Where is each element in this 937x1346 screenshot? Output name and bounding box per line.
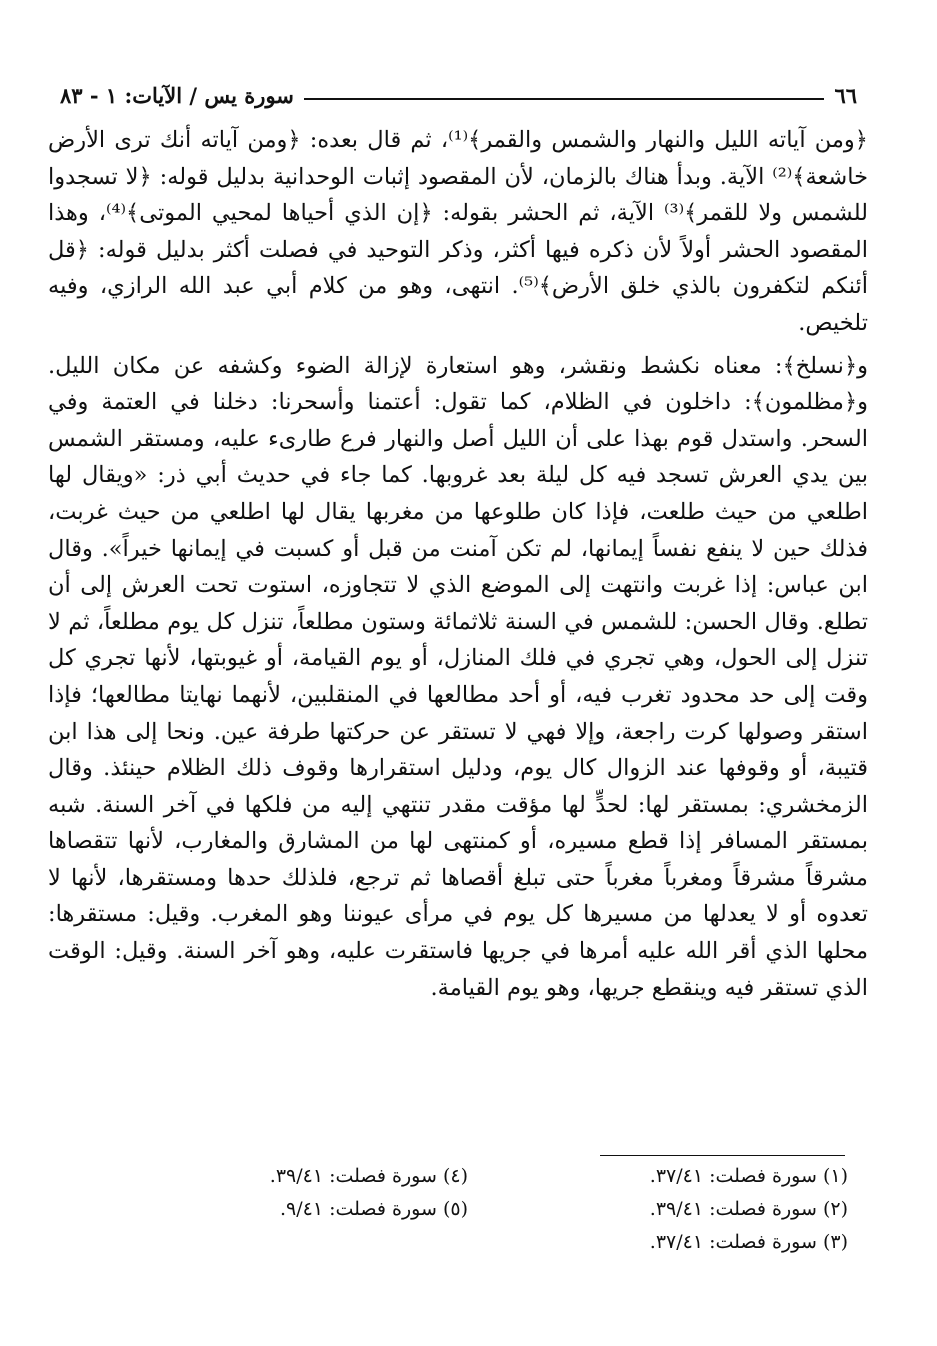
text-line: بين يدي العرش تسجد فيه كل ليلة بعد غروبها. كما جاء في حديث أبي ذر: «ويقال لها (48, 462, 868, 489)
footnote-3: (٣) سورة فصلت: ٣٧/٤١. (649, 1231, 848, 1253)
footnote-2: (٢) سورة فصلت: ٣٩/٤١. (649, 1198, 848, 1220)
text-line: ﴿ومن آياته الليل والنهار والشمس والقمر﴾⁽¹⁾، ثم قال بعده: ﴿ومن آياته أنك ترى الأرض (48, 127, 868, 153)
main-text (48, 122, 868, 1006)
text-line: اطلعي من حيث طلعت، فإذا كان طلوعها من مغربها يقال لها اطلعي من حيث غربت، (48, 498, 868, 525)
text-line: السنة. شبه بمستقر المسافر إذا قطع مسيره، أو كمنتهى لها من المشارق والمغارب، لأنها (48, 791, 869, 855)
text-line: تطلع. وقال الحسن: للشمس في السنة ثلاثمائة وستون مطلعاً، تنزل كل يوم مطلعاً، ثم (68, 608, 869, 635)
text-line: لا تنزل إلى الحول، وهي تجري في فلك المنازل، أو يوم القيامة، أو غيوبتها، لأنها (48, 608, 869, 672)
page-number: ٦٦ (834, 83, 857, 108)
text-line: تجري كل وقت إلى حد محدود تغرب فيه، أو أحد مطالعها في المنقلبين، لأنهما نهايتا (48, 645, 868, 708)
text-line: و﴿نسلخ﴾: معناه نكشط ونقشر، وهو استعارة لإزالة الضوء وكشفه عن مكان الليل. (48, 352, 868, 379)
text-line: إلى هذا ابن قتيبة، أو وقوفها عند الزوال كال يوم، ودليل استقرارها وقوف ذلك الظلام (48, 718, 869, 782)
text-line: خاشعة﴾⁽²⁾ الآية. وبدأ هناك بالزمان، لأن المقصود إثبات الوحدانية بدليل قوله: (159, 163, 869, 190)
footnote-4: (٤) سورة فصلت: ٣٩/٤١. (269, 1165, 468, 1187)
footnote-separator (600, 1155, 845, 1156)
footnote-1: (١) سورة فصلت: ٣٧/٤١. (649, 1165, 848, 1187)
footnotes-column-right (588, 1160, 848, 1259)
text-line: تتقصاها مشرقاً مشرقاً ومغرباً مغرباً حتى تبلغ أقصاها ثم ترجع، فلذلك حدها ومستقرها، (48, 828, 868, 891)
text-line: و﴿مظلمون﴾: داخلون في الظلام، كما تقول: أعتمنا وأسحرنا: دخلنا في العتمة وفي (48, 389, 868, 416)
text-line: وقيل: الوقت الذي تستقر فيه وينقطع جريها، وهو يوم القيامة. (48, 938, 868, 1001)
text-line: ﴿لا تسجدوا للشمس ولا للقمر﴾⁽³⁾ الآية، ثم الحشر بقوله: ﴿إن الذي أحياها لمحيي (48, 163, 869, 227)
paragraph-2 (48, 348, 868, 1007)
footnote-5: (٥) سورة فصلت: ٩/٤١. (279, 1198, 468, 1220)
header-rule (304, 98, 825, 100)
text-line: مستقرها: محلها الذي أقر الله عليه أمرها في جريها فاستقرت عليه، وهو آخر السنة. (48, 901, 868, 965)
text-line: عبد الله الرازي، وفيه تلخيص. (48, 273, 868, 336)
running-header (60, 72, 857, 108)
text-line: بدليل قوله: ﴿قل أئنكم لتكفرون بالذي خلق الأرض﴾⁽⁵⁾. انتهى، وهو من كلام أبي (48, 236, 868, 300)
paragraph-1 (48, 122, 868, 342)
text-line: السحر. واستدل قوم بهذا على أن الليل أصل والنهار فرع طارىء عليه، ومستقر الشمس (48, 425, 868, 452)
text-line: مطالعها؛ فإذا استقر وصولها كرت راجعة، وإلا فهي لا تستقر عن حركتها طرفة عين. ونحا (48, 681, 868, 745)
chapter-title: سورة يس / الآيات: ١ - ٨٣ (60, 83, 294, 108)
text-line: الموتى﴾⁽⁴⁾، وهذا المقصود الحشر أولاً لأن ذكره فيها أكثر، وذكر التوحيد في فصلت أكثر (48, 200, 869, 263)
footnotes-column-left (208, 1160, 468, 1226)
text-line: فذلك حين لا ينفع نفساً إيمانها، لم تكن آمنت من قبل أو كسبت في إيمانها خيراً». وقال (48, 535, 868, 562)
text-line: لأنها لا تعدوه أو لا يعدلها من مسيرها كل يوم في مرأى عيوننا وهو المغرب. وقيل: (48, 864, 869, 928)
text-line: ابن عباس: إذا غربت وانتهت إلى الموضع الذي لا تتجاوزه، استوت تحت العرش إلى أن (48, 572, 868, 599)
text-line: حينئذ. وقال الزمخشري: بمستقر لها: لحدٍّ لها مؤقت مقدر تنتهي إليه من فلكها في آخر (48, 755, 868, 818)
